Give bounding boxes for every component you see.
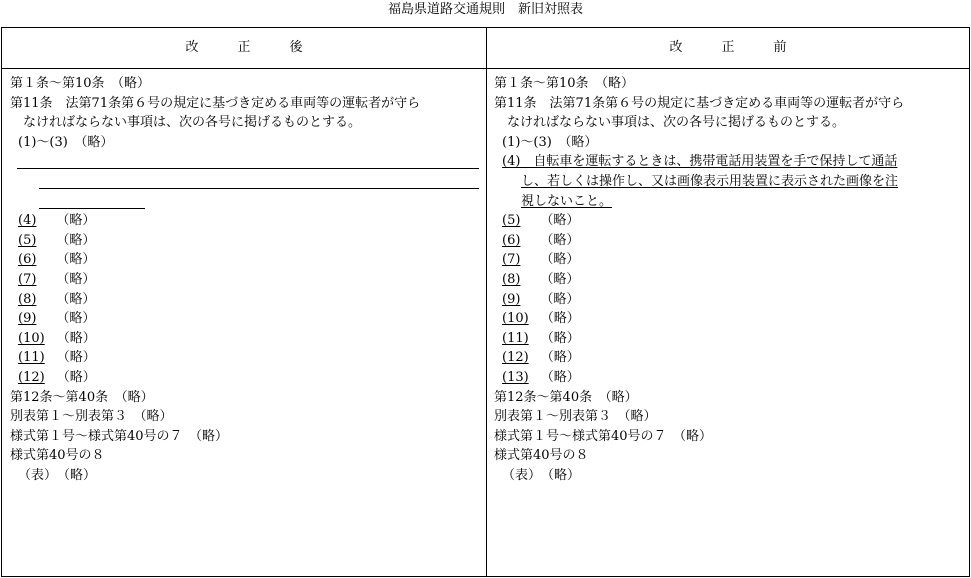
after-art11-line2: なければならない事項は、次の各号に掲げるものとする。: [23, 115, 362, 131]
list-item: [10, 231, 480, 251]
before-item4-line1: (4) 自転車を運転するときは、携帯電話用装置を手で保持して通話: [502, 154, 898, 170]
list-item: [10, 348, 480, 368]
after-art1-10: 第１条～第10条 （略）: [10, 76, 151, 91]
list-item: [10, 290, 480, 310]
item-text: （略）: [540, 350, 580, 366]
after-art12-40: 第12条～第40条 （略）: [10, 389, 154, 405]
after-items-1-3: (1)～(3) （略）: [18, 134, 114, 150]
after-table: （表） （略）: [18, 467, 97, 483]
list-item: [10, 368, 480, 388]
before-items-1-3: (1)～(3) （略）: [502, 134, 598, 150]
list-item: [494, 348, 964, 368]
item-number: (12): [18, 369, 45, 385]
list-item: [494, 290, 964, 310]
column-before: [494, 74, 964, 485]
list-item: [10, 250, 480, 270]
before-item4-line3: 視しないこと。: [521, 193, 613, 209]
item-text: （略）: [540, 291, 580, 307]
before-item4-line2: し、若しくは操作し、又は画像表示用装置に表示された画像を注: [521, 173, 899, 189]
item-number: (12): [502, 350, 529, 366]
comparison-table: [1, 27, 970, 577]
after-form40-8: 様式第40号の８: [10, 448, 105, 464]
item-number: (10): [18, 330, 45, 346]
list-item: [494, 270, 964, 290]
list-item: [494, 250, 964, 270]
after-appendix: 別表第１～別表第３ （略）: [10, 409, 173, 425]
before-art12-40: 第12条～第40条 （略）: [494, 389, 638, 405]
item-number: (8): [18, 291, 37, 307]
list-item: [494, 211, 964, 231]
list-item: [10, 329, 480, 349]
list-item: [494, 309, 964, 329]
item-text: （略）: [56, 232, 96, 248]
column-divider: [486, 28, 487, 576]
item-number: (4): [18, 213, 37, 229]
item-text: （略）: [540, 213, 580, 229]
item-text: （略）: [540, 252, 580, 268]
before-art11-line1: 第11条 法第71条第６号の規定に基づき定める車両等の運転者が守ら: [494, 95, 905, 111]
item-text: （略）: [56, 271, 96, 287]
item-text: （略）: [56, 311, 96, 327]
header-after: 改 正 後: [185, 40, 303, 55]
item-number: (11): [18, 350, 45, 366]
item-text: （略）: [56, 213, 96, 229]
item-text: （略）: [540, 271, 580, 287]
item-number: (13): [502, 369, 529, 385]
item-text: （略）: [56, 252, 96, 268]
column-after: [10, 74, 480, 485]
item-number: (11): [502, 330, 529, 346]
item-number: (8): [502, 271, 521, 287]
item-text: （略）: [540, 311, 580, 327]
item-number: (10): [502, 311, 529, 327]
item-text: （略）: [56, 350, 96, 366]
item-number: (5): [18, 232, 37, 248]
after-deleted-item-line2: [10, 172, 480, 192]
after-art11-line1: 第11条 法第71条第６号の規定に基づき定める車両等の運転者が守ら: [10, 95, 421, 111]
before-form40-8: 様式第40号の８: [494, 448, 589, 464]
before-art11-line2: なければならない事項は、次の各号に掲げるものとする。: [507, 115, 846, 131]
document-title: 福島県道路交通規則 新旧対照表: [387, 2, 583, 17]
before-table: （表） （略）: [502, 467, 581, 483]
after-deleted-item-line3: [10, 192, 480, 212]
item-number: (6): [502, 232, 521, 248]
item-number: (9): [18, 311, 37, 327]
item-number: (9): [502, 291, 521, 307]
item-number: (6): [18, 252, 37, 268]
item-text: （略）: [56, 291, 96, 307]
before-appendix: 別表第１～別表第３ （略）: [494, 409, 657, 425]
after-forms: 様式第１号～様式第40号の７ （略）: [10, 428, 229, 444]
item-text: （略）: [56, 369, 96, 385]
list-item: [10, 270, 480, 290]
list-item: [10, 211, 480, 231]
item-text: （略）: [540, 330, 580, 346]
item-number: (5): [502, 213, 521, 229]
before-art1-10: 第１条～第10条 （略）: [494, 76, 635, 91]
list-item: [494, 368, 964, 388]
item-number: (7): [502, 252, 521, 268]
item-number: (7): [18, 271, 37, 287]
header-before: 改 正 前: [669, 40, 787, 55]
item-text: （略）: [56, 330, 96, 346]
list-item: [10, 309, 480, 329]
after-deleted-item-line1: [10, 152, 480, 172]
item-text: （略）: [540, 232, 580, 248]
list-item: [494, 329, 964, 349]
before-forms: 様式第１号～様式第40号の７ （略）: [494, 428, 713, 444]
item-text: （略）: [540, 369, 580, 385]
list-item: [494, 231, 964, 251]
